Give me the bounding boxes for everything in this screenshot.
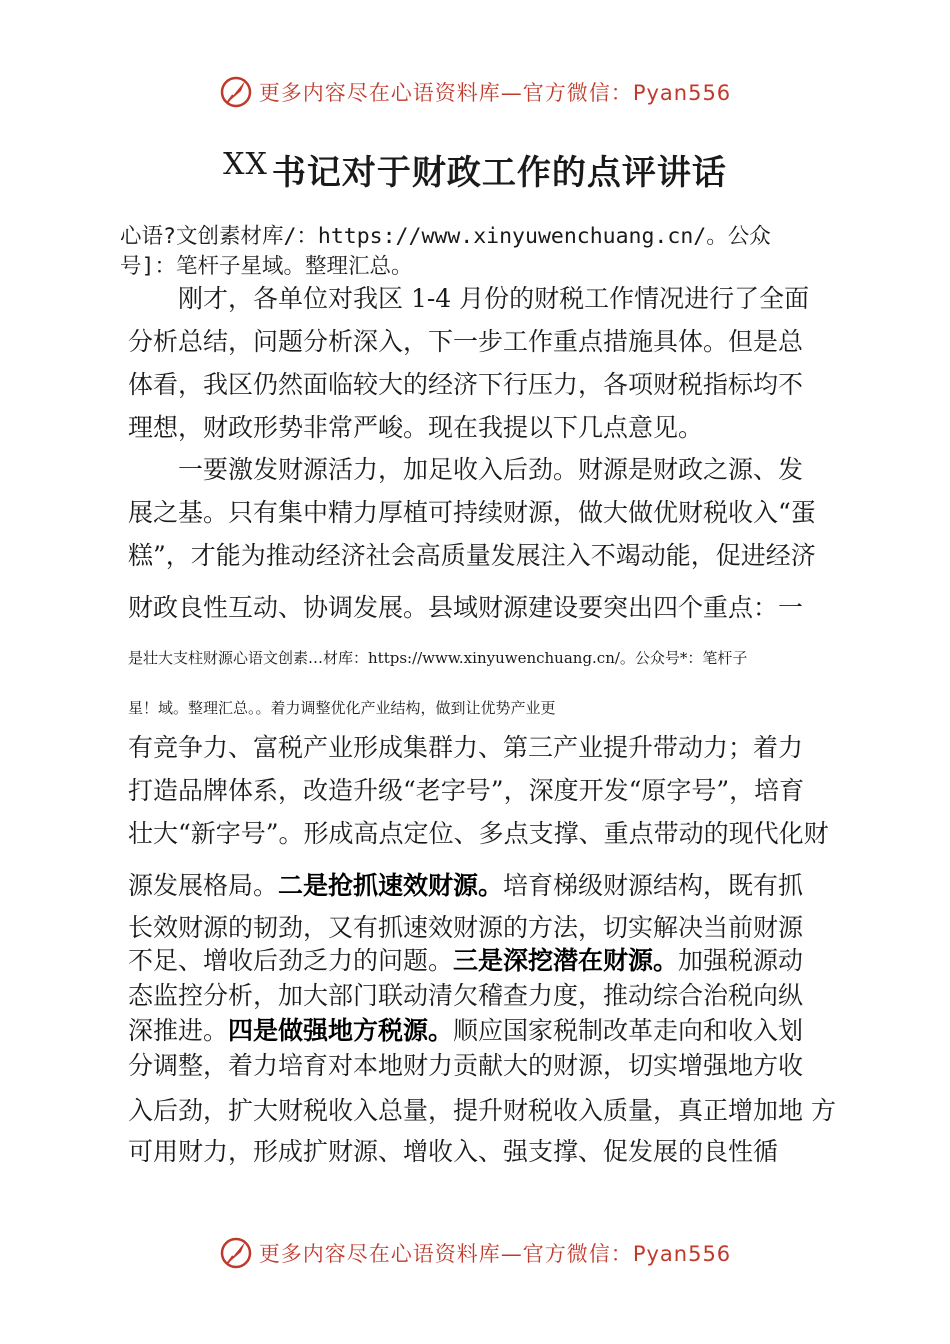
source-line-small: 是壮大支柱财源心语文创素…材库：https://www.xinyuwenchuang.cn/。公众号*：笔杆子: [128, 649, 748, 667]
key-point-4: 四是做强地方税源。: [228, 1016, 454, 1045]
body-line: 理想，财政形势非常严峻。现在我提以下几点意见。: [128, 413, 704, 442]
footer-wechat-id: Pyan556: [632, 1242, 732, 1266]
body-line: 打造品牌体系，改造升级“老字号”，深度开发“原字号”，培育: [128, 776, 805, 805]
footer-banner: [0, 1233, 950, 1273]
body-line: 长效财源的韧劲，又有抓速效财源的方法，切实解决当前财源: [128, 913, 804, 942]
body-text: 顺应国家税制改革走向和收入划: [453, 1016, 804, 1045]
key-point-3: 三是深挖潜在财源。: [453, 946, 679, 975]
body-line: [128, 871, 828, 901]
header-brand-text: 更多内容尽在心语资料库—官方微信：Pyan556: [258, 81, 732, 105]
title-text: 书记对于财政工作的点评讲话: [271, 153, 727, 193]
body-text: 加强税源动: [678, 946, 804, 975]
body-line: 展之基。只有集中精力厚植可持续财源，做大做优财税收入“蛋: [128, 498, 816, 527]
body-line: 分调整，着力培育对本地财力贡献大的财源，切实增强地方收: [128, 1051, 804, 1080]
source-line-small: 星！域。整理汇总。。着力调整优化产业结构，做到让优势产业更: [128, 699, 556, 717]
body-text: 培育梯级财源结构，既有抓: [503, 871, 804, 900]
source-line: 号]：笔杆子星域。整理汇总。: [120, 254, 413, 279]
header-banner: [0, 72, 950, 112]
header-wechat-id: Pyan556: [632, 81, 732, 105]
body-line: 糕”，才能为推动经济社会高质量发展注入不竭动能，促进经济: [128, 541, 816, 570]
body-text: 不足、增收后劲乏力的问题。: [128, 946, 454, 975]
body-line: [128, 1016, 828, 1046]
body-line: 有竞争力、富税产业形成集群力、第三产业提升带动力；着力: [128, 733, 804, 762]
source-line: 心语?文创素材库/：https://www.xinyuwenchuang.cn/。公众: [120, 224, 771, 249]
footer-brand-text: 更多内容尽在心语资料库—官方微信：Pyan556: [258, 1242, 732, 1266]
body-line: 态监控分析，加大部门联动清欠稽查力度，推动综合治税向纵: [128, 981, 804, 1010]
page-title: [0, 145, 950, 194]
body-line: 刚才，各单位对我区 1-4 月份的财税工作情况进行了全面: [128, 284, 810, 313]
quill-logo-icon: [219, 1236, 253, 1270]
body-text: 源发展格局。: [128, 871, 279, 900]
body-line: [128, 946, 828, 976]
body-text: 深推进。: [128, 1016, 229, 1045]
body-line: 入后劲，扩大财税收入总量，提升财税收入质量，真正增加地 方: [128, 1096, 836, 1125]
quill-logo-icon: [219, 75, 253, 109]
body-line: 财政良性互动、协调发展。县域财源建设要突出四个重点：一: [128, 593, 804, 622]
body-line: 一要激发财源活力，加足收入后劲。财源是财政之源、发: [128, 455, 804, 484]
body-line: 可用财力，形成扩财源、增收入、强支撑、促发展的良性循: [128, 1137, 779, 1166]
body-line: 壮大“新字号”。形成高点定位、多点支撑、重点带动的现代化财: [128, 819, 829, 848]
title-prefix: XX: [223, 147, 268, 182]
key-point-2: 二是抢抓速效财源。: [278, 871, 504, 900]
body-line: 体看，我区仍然面临较大的经济下行压力，各项财税指标均不: [128, 370, 804, 399]
body-line: 分析总结，问题分析深入，下一步工作重点措施具体。但是总: [128, 327, 804, 356]
